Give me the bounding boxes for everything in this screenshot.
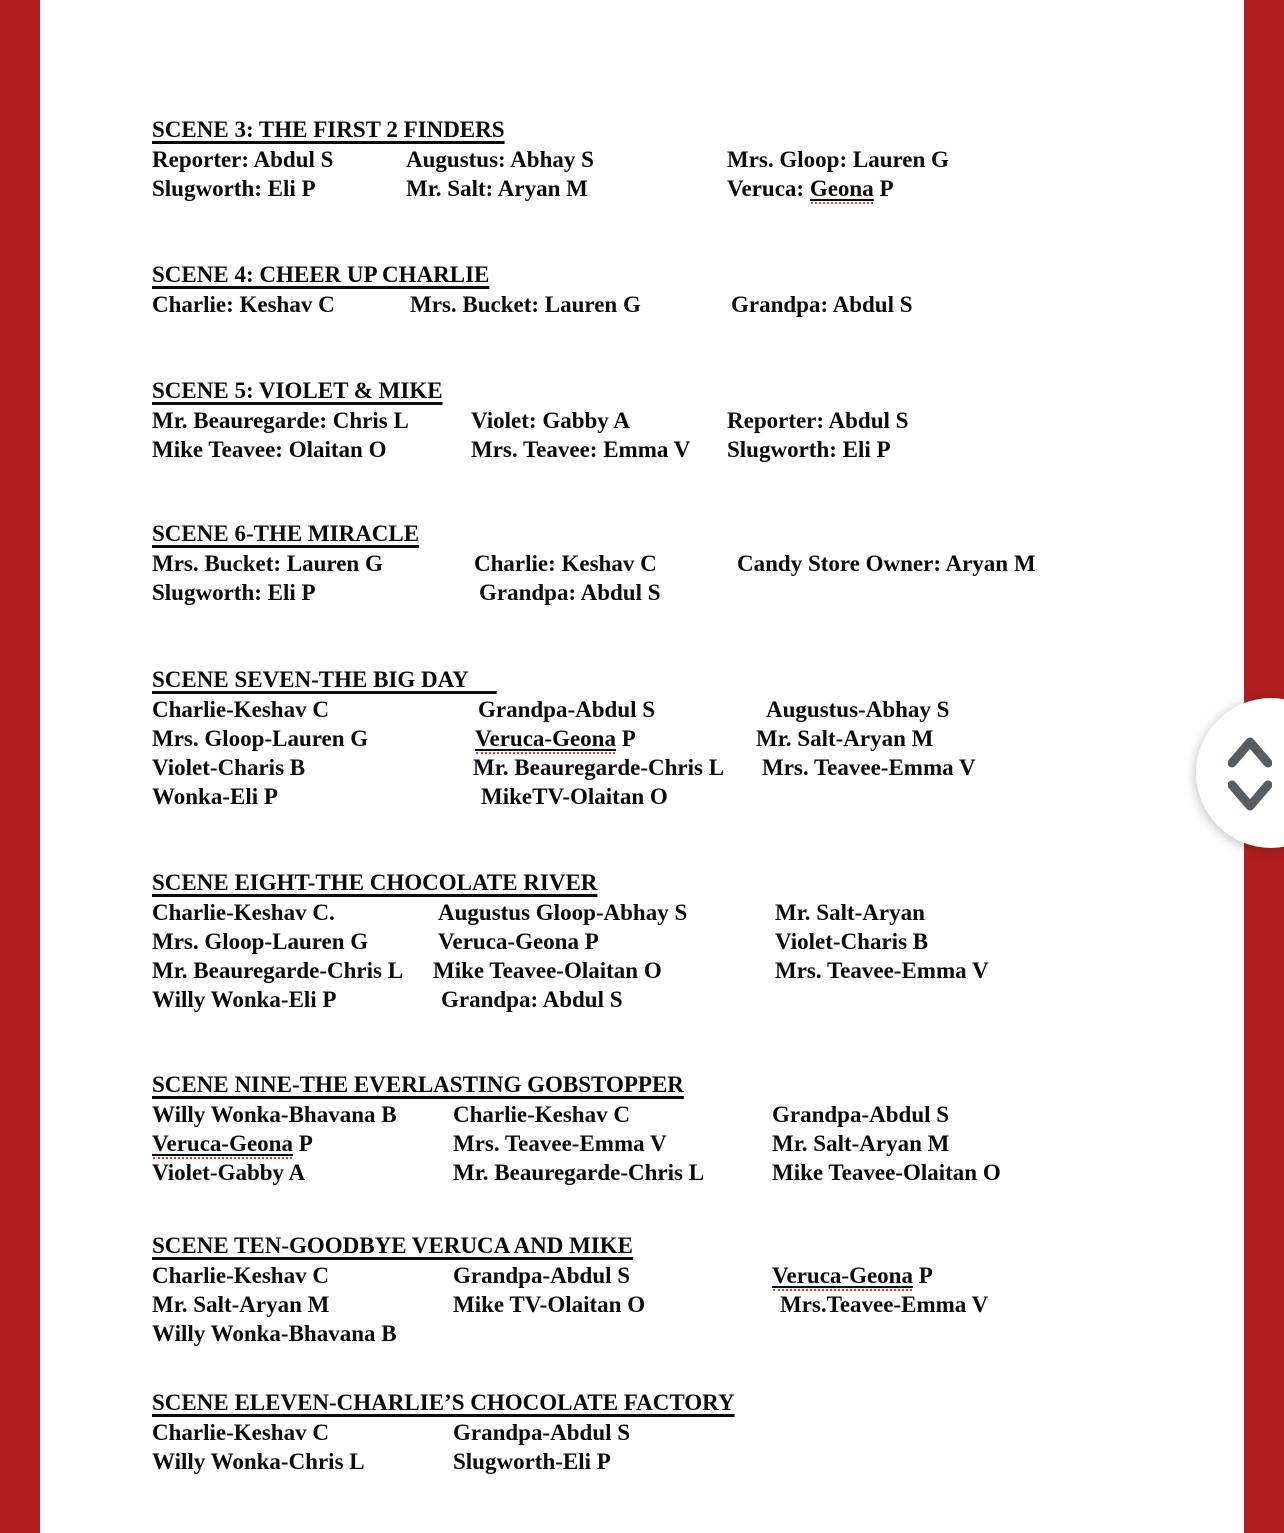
cast-entry: Willy Wonka-Bhavana B xyxy=(152,1321,397,1346)
cast-entry: Charlie-Keshav C xyxy=(152,1263,329,1288)
cast-entry: Violet: Gabby A xyxy=(471,408,630,433)
cast-entry: Mr. Salt-Aryan M xyxy=(772,1131,950,1156)
misspelled-name: Veruca-Geona xyxy=(152,1131,293,1156)
cast-entry: Mrs. Teavee-Emma V xyxy=(762,755,976,780)
cast-entry: Grandpa-Abdul S xyxy=(453,1420,631,1445)
cast-entry: Reporter: Abdul S xyxy=(727,408,909,433)
cast-entry: Mrs. Bucket: Lauren G xyxy=(152,551,383,576)
cast-entry: Willy Wonka-Eli P xyxy=(152,987,337,1012)
cast-entry: Grandpa: Abdul S xyxy=(479,580,661,605)
cast-entry: Wonka-Eli P xyxy=(152,784,278,809)
cast-entry: Grandpa: Abdul S xyxy=(441,987,623,1012)
misspelled-name: Veruca-Geona xyxy=(772,1263,913,1288)
cast-entry: Mr. Beauregarde-Chris L xyxy=(453,1160,705,1185)
chevron-down-icon[interactable] xyxy=(1232,785,1268,806)
cast-entry: Charlie: Keshav C xyxy=(152,292,335,317)
cast-entry: Mrs.Teavee-Emma V xyxy=(780,1292,989,1317)
cast-entry: Augustus: Abhay S xyxy=(406,147,594,172)
scene-heading-scene-eight: SCENE EIGHT-THE CHOCOLATE RIVER xyxy=(152,870,598,895)
chevron-up-icon[interactable] xyxy=(1232,742,1268,763)
cast-entry: Charlie-Keshav C. xyxy=(152,900,335,925)
cast-entry: Mrs. Gloop-Lauren G xyxy=(152,726,369,751)
scene-heading-scene-seven: SCENE SEVEN-THE BIG DAY xyxy=(152,667,497,692)
cast-entry: Mr. Salt-Aryan M xyxy=(756,726,934,751)
cast-entry: Violet-Charis B xyxy=(775,929,929,954)
cast-entry: MikeTV-Olaitan O xyxy=(481,784,668,809)
cast-entry: Charlie: Keshav C xyxy=(474,551,657,576)
cast-entry: Mrs. Teavee-Emma V xyxy=(453,1131,667,1156)
cast-entry: Veruca-Geona P xyxy=(438,929,599,954)
scene-heading-scene-nine: SCENE NINE-THE EVERLASTING GOBSTOPPER xyxy=(152,1072,684,1097)
cast-entry: Mrs. Teavee-Emma V xyxy=(775,958,989,983)
cast-entry: Willy Wonka-Chris L xyxy=(152,1449,365,1474)
cast-entry: Charlie-Keshav C xyxy=(152,697,329,722)
cast-entry: Grandpa: Abdul S xyxy=(731,292,913,317)
cast-entry: Mr. Beauregarde-Chris L xyxy=(152,958,404,983)
cast-entry: Willy Wonka-Bhavana B xyxy=(152,1102,397,1127)
cast-entry: Grandpa-Abdul S xyxy=(453,1263,631,1288)
cast-entry: Slugworth-Eli P xyxy=(453,1449,611,1474)
scene-heading-scene-5: SCENE 5: VIOLET & MIKE xyxy=(152,378,443,403)
cast-entry: Mike Teavee: Olaitan O xyxy=(152,437,387,462)
scene-heading-scene-eleven: SCENE ELEVEN-CHARLIE’S CHOCOLATE FACTORY xyxy=(152,1390,735,1415)
cast-entry: Mrs. Bucket: Lauren G xyxy=(410,292,641,317)
cast-entry: Mr. Salt-Aryan M xyxy=(152,1292,330,1317)
scene-heading-scene-6: SCENE 6-THE MIRACLE xyxy=(152,521,420,546)
cast-entry: Mr. Beauregarde: Chris L xyxy=(152,408,409,433)
cast-entry: Mike Teavee-Olaitan O xyxy=(772,1160,1001,1185)
cast-entry: Veruca-Geona P xyxy=(475,726,636,751)
cast-entry: Mike Teavee-Olaitan O xyxy=(433,958,662,983)
cast-entry: Veruca-Geona P xyxy=(772,1263,933,1288)
cast-entry: Violet-Gabby A xyxy=(152,1160,306,1185)
scroll-chevrons xyxy=(1228,736,1272,812)
cast-entry: Veruca-Geona P xyxy=(152,1131,313,1156)
misspelled-name: Veruca-Geona xyxy=(475,726,616,751)
cast-entry: Mrs. Gloop-Lauren G xyxy=(152,929,369,954)
scene-heading-scene-ten: SCENE TEN-GOODBYE VERUCA AND MIKE xyxy=(152,1233,633,1258)
cast-entry: Mr. Salt-Aryan xyxy=(775,900,925,925)
cast-entry: Slugworth: Eli P xyxy=(152,176,316,201)
cast-entry: Grandpa-Abdul S xyxy=(772,1102,950,1127)
cast-entry: Grandpa-Abdul S xyxy=(478,697,656,722)
cast-entry: Mrs. Gloop: Lauren G xyxy=(727,147,949,172)
cast-entry: Mr. Salt: Aryan M xyxy=(406,176,588,201)
cast-entry: Violet-Charis B xyxy=(152,755,306,780)
misspelled-name: Geona xyxy=(809,176,874,201)
scene-heading-scene-3: SCENE 3: THE FIRST 2 FINDERS xyxy=(152,117,505,142)
cast-entry: Charlie-Keshav C xyxy=(152,1420,329,1445)
cast-entry: Augustus Gloop-Abhay S xyxy=(438,900,688,925)
cast-entry: Mr. Beauregarde-Chris L xyxy=(473,755,725,780)
cast-entry: Charlie-Keshav C xyxy=(453,1102,630,1127)
scene-heading-scene-4: SCENE 4: CHEER UP CHARLIE xyxy=(152,262,490,287)
cast-entry: Slugworth: Eli P xyxy=(152,580,316,605)
left-edge-bar xyxy=(0,0,40,1533)
cast-entry: Reporter: Abdul S xyxy=(152,147,334,172)
cast-entry: Mrs. Teavee: Emma V xyxy=(471,437,691,462)
cast-entry: Slugworth: Eli P xyxy=(727,437,891,462)
cast-entry: Candy Store Owner: Aryan M xyxy=(737,551,1036,576)
cast-entry: Mike TV-Olaitan O xyxy=(453,1292,646,1317)
cast-entry: Augustus-Abhay S xyxy=(766,697,950,722)
cast-entry: Veruca: Geona P xyxy=(727,176,894,201)
